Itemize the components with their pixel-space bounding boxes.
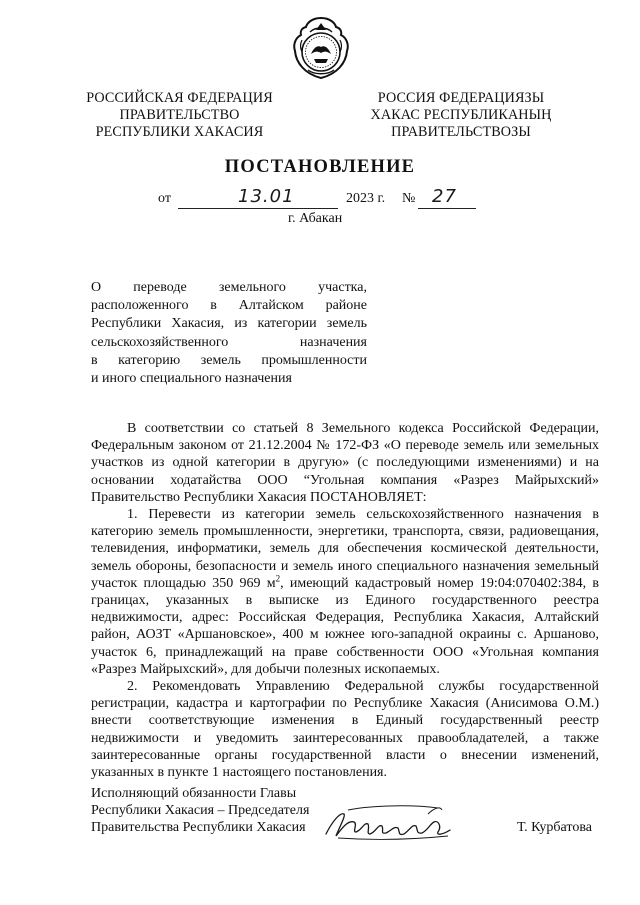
signatory-title-line: Правительства Республики Хакасия <box>91 820 306 836</box>
signatory-name: Т. Курбатова <box>517 820 592 835</box>
subject-line: расположенного в Алтайском районе <box>91 298 367 314</box>
header-right <box>355 90 567 141</box>
number-label: № <box>402 191 416 206</box>
city-label: г. Абакан <box>288 211 343 226</box>
document-subject <box>91 279 367 388</box>
subject-line: О переводе земельного участка, <box>91 280 367 295</box>
preamble-paragraph: В соответствии со статьей 8 Земельного кодекса Российской Федерации, Федеральным законом от 21.12.2004 № 172-ФЗ «О переводе земель или земельных участков из одной категории в другую» (с последующими изменениями) и на основании ходатайства ООО “Угольная компания «Разрез Майрыхский» Правительство Республики Хакасия ПОСТАНОВЛЯЕТ: <box>91 421 599 505</box>
date-from-label: от <box>158 191 171 206</box>
item-1-paragraph <box>91 506 599 678</box>
header-right-line: РОССИЯ ФЕДЕРАЦИЯЗЫ <box>377 90 545 106</box>
area-unit-superscript: 2 <box>275 573 281 584</box>
document-title: ПОСТАНОВЛЕНИЕ <box>224 157 416 177</box>
handwritten-signature <box>318 800 468 844</box>
year-label: 2023 г. <box>346 191 386 206</box>
header-left <box>82 90 277 141</box>
number-underline <box>418 208 476 209</box>
subject-line: Республики Хакасия, из категории земель <box>91 316 367 332</box>
number-handwritten: 27 <box>432 186 457 207</box>
subject-line: сельскохозяйственного назначения <box>91 334 367 350</box>
coat-of-arms-emblem <box>290 14 352 82</box>
header-right-line: ПРАВИТЕЛЬСТВОЗЫ <box>391 124 531 140</box>
signatory-title-line: Исполняющий обязанности Главы <box>91 786 297 801</box>
header-left-line: РОССИЙСКАЯ ФЕДЕРАЦИЯ <box>86 90 273 106</box>
date-underline <box>178 208 338 209</box>
item-1-text: 1. Перевести из категории земель сельскохозяйственного назначения в категорию земель промышленности, энергетики, транспорта, связи, радиовещания, телевидения, информатики, земель для обеспечения космической деятельности, земель обороны, безопасности и земель иного специального назначения земельный участок площадью 350 969 м <box>91 507 599 591</box>
subject-line: и иного специального назначения <box>91 370 292 386</box>
signatory-title-line: Республики Хакасия – Председателя <box>91 803 310 819</box>
document-body <box>91 420 599 781</box>
header-left-line: РЕСПУБЛИКИ ХАКАСИЯ <box>95 124 264 140</box>
header-left-line: ПРАВИТЕЛЬСТВО <box>119 107 240 123</box>
item-2-paragraph: 2. Рекомендовать Управлению Федеральной службы государственной регистрации, кадастра и картографии по Республике Хакасия (Анисимова О.М.) внести соответствующие изменения в Единый государственный реестр недвижимости и уведомить заинтересованных правообладателей, а также заинтересованные органы государственной власти о внесении изменений, указанных в пункте 1 настоящего постановления. <box>91 679 599 781</box>
item-1-text-continued: , имеющий кадастровый номер 19:04:070402:384, в границах, указанных в выписке из Единого государственного реестра недвижимости, адрес: Российская Федерация, Республика Хакасия, Алтайский район, АОЗТ «Аршановское», 400 м южнее юго-западной окраины с. Аршаново, участок 6, принадлежащий на праве собственности ООО «Угольная компания «Разрез Майрыхский», для добычи полезных ископаемых. <box>91 575 599 677</box>
date-handwritten: 13.01 <box>238 186 295 207</box>
header-right-line: ХАКАС РЕСПУБЛИКАНЫҢ <box>370 107 552 123</box>
subject-line: в категорию земель промышленности <box>91 352 367 368</box>
